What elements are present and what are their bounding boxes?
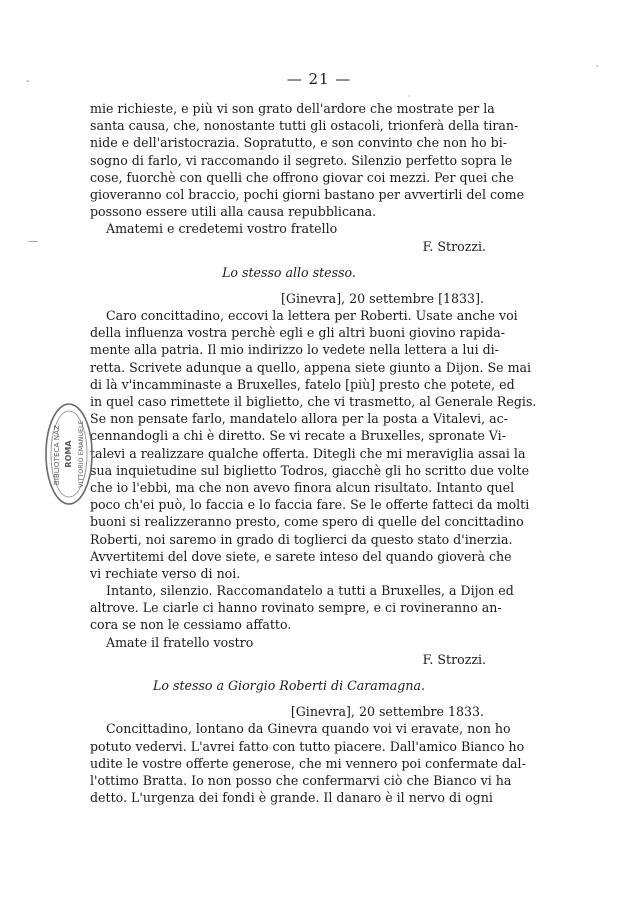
scan-speck: · <box>408 92 411 101</box>
signature: F. Strozzi. <box>422 238 486 254</box>
library-stamp <box>42 400 96 508</box>
text-line: cose, fuorchè con quelli che offrono giovar coi mezzi. Per quei che <box>90 169 514 185</box>
text-line: cora se non le cessiamo affatto. <box>90 617 292 633</box>
text-line: buoni si realizzeranno presto, come spero di quelle del concittadino <box>90 514 524 530</box>
text-line: mente alla patria. Il mio indirizzo lo vedete nella lettera a lui di- <box>90 342 499 358</box>
text-line: udite le vostre offerte generose, che mi vennero poi confermate dal- <box>90 755 526 771</box>
text-line: Avvertitemi del dove siete, e sarete inteso del quando gioverà che <box>90 548 512 564</box>
text-line: che io l'ebbi, ma che non avevo finora alcun risultato. Intanto quel <box>90 479 515 495</box>
signature-line <box>90 238 488 255</box>
text-line: santa causa, che, nonostante tutti gli ostacoli, trionferà della tiran- <box>90 118 519 134</box>
letter-title: Lo stesso allo stesso. <box>222 264 356 280</box>
text-line: altrove. Le ciarle ci hanno rovinato sempre, e ci rovineranno an- <box>90 600 502 616</box>
signature: F. Strozzi. <box>422 651 486 667</box>
text-line: l'ottimo Bratta. Io non posso che confermarvi ciò che Bianco vi ha <box>90 772 512 788</box>
text-line: cennandogli a chi è diretto. Se vi recate a Bruxelles, spronate Vi- <box>90 428 506 444</box>
paragraph-lines <box>90 720 526 806</box>
text-line: possono essere utili alla causa repubblicana. <box>90 204 377 220</box>
scan-speck: ' <box>596 64 599 73</box>
text-line: potuto vedervi. L'avrei fatto con tutto piacere. Dall'amico Bianco ho <box>90 738 525 754</box>
closing-line: Amatemi e credetemi vostro fratello <box>106 221 338 237</box>
text-line: Se non pensate farlo, mandatelo allora per la posta a Vitalevi, ac- <box>90 411 508 427</box>
paragraph-lines <box>90 307 537 582</box>
page-number: — 21 — <box>286 70 352 88</box>
paragraph-lines <box>90 582 514 634</box>
text-line: in quel caso rimettete il biglietto, che vi trasmetto, al Generale Regis. <box>90 394 537 409</box>
text-line: nide e dell'aristocrazia. Sopratutto, e son convinto che non ho bi- <box>90 135 507 151</box>
text-line: gioveranno col braccio, pochi giorni bastano per avvertirli del come <box>90 186 525 202</box>
text-line: Roberti, noi saremo in grado di toglierci da questo stato d'inerzia. <box>90 531 513 547</box>
text-line: retta. Scrivete adunque a quello, appena siete giunto a Dijon. Se mai <box>90 359 532 375</box>
text-line: Concittadino, lontano da Ginevra quando voi vi eravate, non ho <box>106 721 511 737</box>
letter-title: Lo stesso a Giorgio Roberti di Caramagna. <box>153 678 425 693</box>
letter-dateline: [Ginevra], 20 settembre [1833]. <box>280 290 484 306</box>
text-line: talevi a realizzare qualche offerta. Ditegli che mi meraviglia assai la <box>90 445 526 461</box>
text-line: della influenza vostra perchè egli e gli altri buoni giovino rapida- <box>90 325 505 341</box>
letter-dateline: [Ginevra], 20 settembre 1833. <box>290 704 484 720</box>
signature-line <box>90 651 488 668</box>
paragraph-lines <box>90 100 525 220</box>
text-line: detto. L'urgenza dei fondi è grande. Il danaro è il nervo di ogni <box>90 790 493 806</box>
text-line: Caro concittadino, eccovi la lettera per Roberti. Usate anche voi <box>106 308 518 324</box>
text-line: vi rechiate verso di noi. <box>90 565 241 581</box>
text-line: sogno di farlo, vi raccomando il segreto. Silenzio perfetto sopra le <box>90 152 513 168</box>
stamp-text: BIBLIOTECA NAZ. <box>52 422 61 486</box>
text-line: poco ch'ei può, lo faccia e lo faccia fare. Se le offerte fatteci da molti <box>90 497 530 513</box>
text-line: di là v'incamminaste a Bruxelles, fatelo [più] presto che potete, ed <box>90 376 515 392</box>
text-line: sua inquietudine sul biglietto Todros, giacchè gli ho scritto due volte <box>90 462 530 478</box>
scan-speck: - <box>26 76 30 87</box>
text-line: mie richieste, e più vi son grato dell'ardore che mostrate per la <box>90 101 495 116</box>
closing-line: Amate il fratello vostro <box>106 634 254 650</box>
stamp-text: ROMA <box>64 440 73 468</box>
letter-continuation <box>90 100 537 806</box>
scan-speck: — <box>28 236 38 247</box>
stamp-text: VITTORIO EMANUELE <box>77 420 85 488</box>
text-line: Intanto, silenzio. Raccomandatelo a tutti a Bruxelles, a Dijon ed <box>106 583 514 599</box>
